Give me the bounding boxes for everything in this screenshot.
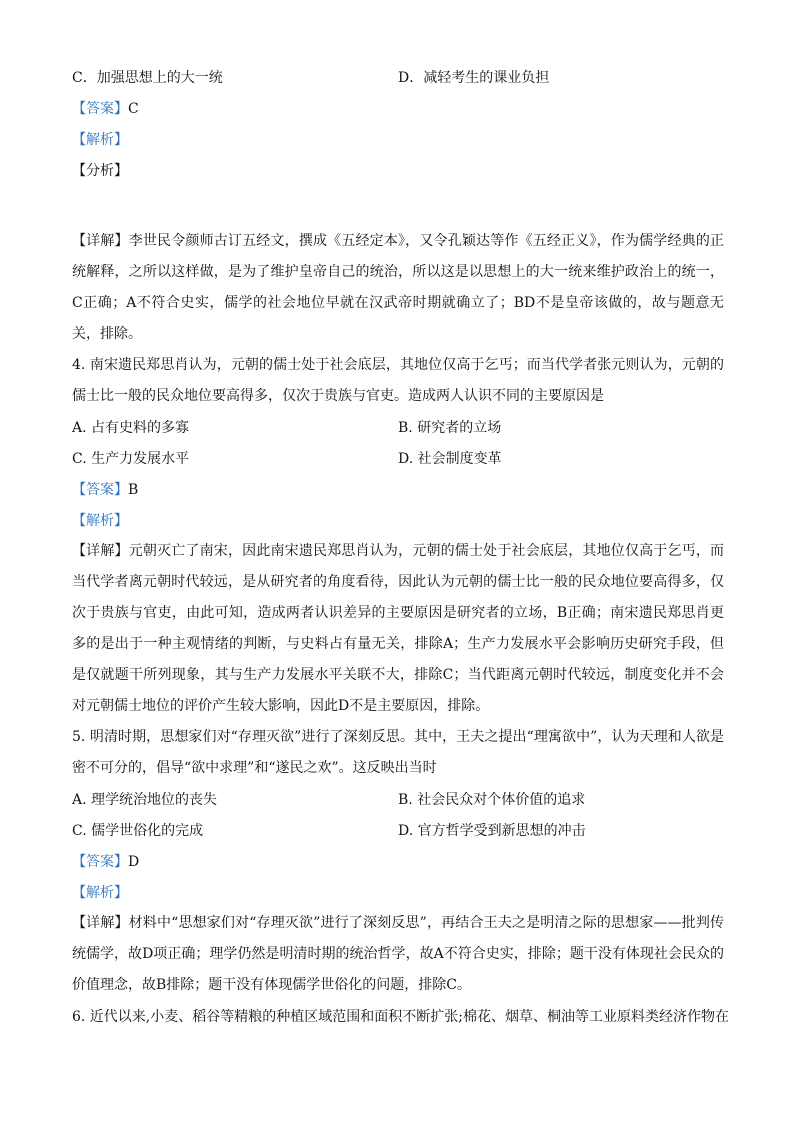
q5-detail xyxy=(72,908,724,1001)
q4-options-ab xyxy=(72,412,724,443)
detail-text: 李世民令颜师古订五经文，撰成《五经定本》，又令孔颖达等作《五经正义》，作为儒学经典的正统解释，之所以这样做，是为了维护皇帝自己的统治，所以这是以思想上的大一统来维护政治上的统一，C正确；A不符合史实，儒学的社会地位早就在汉武帝时期就确立了；BD不是皇帝该做的，故与题意无关，排除。 xyxy=(72,233,725,342)
q4-stem: 4. 南宋遗民郑思肖认为，元朝的儒士处于社会底层，其地位仅高于乞丐；而当代学者张元则认为，元朝的儒士比一般的民众地位要高得多，仅次于贵族与官吏。造成两人认识不同的主要原因是 xyxy=(72,357,724,404)
q3-jiexi xyxy=(72,124,724,155)
answer-value: B xyxy=(128,481,139,498)
q5-answer xyxy=(72,846,724,877)
jiexi-tag: 【解析】 xyxy=(72,884,128,901)
q4-option-b: B. 研究者的立场 xyxy=(398,419,502,436)
q5-option-d: D. 官方哲学受到新思想的冲击 xyxy=(398,822,586,839)
q5-options-ab xyxy=(72,784,724,815)
answer-tag: 【答案】 xyxy=(72,100,128,117)
q3-answer xyxy=(72,93,724,124)
q4-detail xyxy=(72,536,724,722)
detail-text: 元朝灭亡了南宋，因此南宋遗民郑思肖认为，元朝的儒士处于社会底层，其地位仅高于乞丐，而当代学者离元朝时代较远，是从研究者的角度看待，因此认为元朝的儒士比一般的民众地位要高得多，仅次于贵族与官吏，由此可知，造成两者认识差异的主要原因是研究者的立场，B正确；南宋遗民郑思肖更多的是出于一种主观情绪的判断，与史料占有量无关，排除A；生产力发展水平会影响历史研究手段，但是仅就题干所列现象，其与生产力发展水平关联不大，排除C；当代距离元朝时代较远，制度变化并不会对元朝儒士地位的评价产生较大影响，因此D不是主要原因，排除。 xyxy=(72,543,725,714)
q6-stem: 6. 近代以来,小麦、稻谷等精粮的种植区域范围和面积不断扩张;棉花、烟草、桐油等工业原料类经济作物在 xyxy=(72,1008,729,1025)
q5-stem: 5. 明清时期，思想家们对“存理灭欲”进行了深刻反思。其中，王夫之提出“理寓欲中”，认为天理和人欲是密不可分的，倡导“欲中求理”和“遂民之欢”。这反映出当时 xyxy=(72,729,724,776)
q4-option-a: A. 占有史料的多寡 xyxy=(72,419,190,436)
detail-tag: 【详解】 xyxy=(72,233,129,249)
jiexi-tag: 【解析】 xyxy=(72,131,128,148)
q4-option-d: D. 社会制度变革 xyxy=(398,450,502,467)
q4-option-c: C. 生产力发展水平 xyxy=(72,450,190,467)
jiexi-tag: 【解析】 xyxy=(72,512,128,529)
q3-option-d: D．减轻考生的课业负担 xyxy=(398,69,550,86)
q4-answer xyxy=(72,474,724,505)
q3-option-c: C．加强思想上的大一统 xyxy=(72,69,223,86)
answer-value: D xyxy=(128,853,140,870)
answer-value: C xyxy=(128,100,139,117)
detail-tag: 【详解】 xyxy=(72,543,129,559)
q4-options-cd xyxy=(72,443,724,474)
detail-text: 材料中“思想家们对“存理灭欲”进行了深刻反思”，再结合王夫之是明清之际的思想家——批判传统儒学，故D项正确；理学仍然是明清时期的统治哲学，故A不符合史实，排除；题干没有体现社会民众的价值理念，故B排除；题干没有体现儒学世俗化的问题，排除C。 xyxy=(72,915,724,993)
q3-detail xyxy=(72,226,724,350)
document-page xyxy=(72,62,729,1032)
q5-jiexi xyxy=(72,877,724,908)
q4-jiexi xyxy=(72,505,724,536)
answer-tag: 【答案】 xyxy=(72,853,128,870)
fenxi-tag: 【分析】 xyxy=(72,162,128,179)
q3-fenxi xyxy=(72,155,724,186)
q5-options-cd xyxy=(72,815,724,846)
q5-option-a: A. 理学统治地位的丧失 xyxy=(72,791,218,808)
q5-option-c: C. 儒学世俗化的完成 xyxy=(72,822,204,839)
answer-tag: 【答案】 xyxy=(72,481,128,498)
q5-option-b: B. 社会民众对个体价值的追求 xyxy=(398,791,586,808)
q3-options-cd xyxy=(72,62,724,93)
detail-tag: 【详解】 xyxy=(72,915,129,931)
